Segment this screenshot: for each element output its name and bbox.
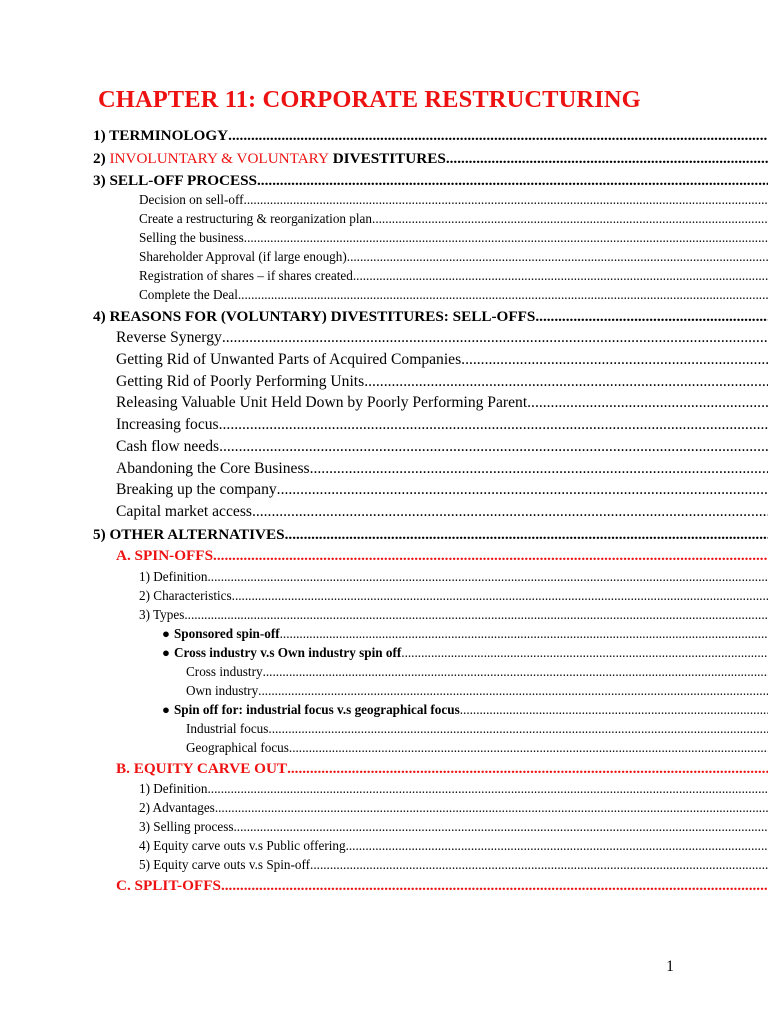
leader-dots [527,394,768,412]
toc-entry-label: Cross industry [186,664,263,679]
toc-subentry[interactable] [116,394,768,412]
toc-subentry[interactable] [139,607,768,623]
leader-dots [280,626,768,642]
toc-entry-label: Shareholder Approval (if large enough) [139,249,347,264]
toc-entry-text: Spin off for: industrial focus v.s geographical focus [173,702,460,717]
toc-entry-label: 1) Definition [139,781,208,796]
toc-entry-label: Increasing focus [116,416,219,433]
toc-subentry[interactable] [139,819,768,835]
leader-dots [277,481,768,499]
leader-dots [257,172,768,190]
toc-entry-text: Cross industry v.s Own industry spin off [173,645,402,660]
leader-dots [535,308,768,326]
toc-subentry-bullet[interactable] [162,702,768,718]
toc-entry-number: 2) [93,150,110,167]
toc-subentry[interactable] [116,329,768,347]
toc-entry-label: Getting Rid of Poorly Performing Units [116,373,365,390]
toc-subentry[interactable] [116,503,768,521]
leader-dots [446,150,768,168]
toc-subentry[interactable] [139,781,768,797]
toc-entry-label: 2) Advantages [139,800,215,815]
leader-dots [310,857,768,873]
toc-entry-label: Geographical focus [186,740,289,755]
leader-dots [232,588,768,604]
toc-subentry[interactable] [186,740,768,756]
toc-entry-label: Selling the business [139,230,244,245]
toc-entry-label: 5) Equity carve outs v.s Spin-off [139,857,311,872]
toc-entry-terminology[interactable] [93,127,768,145]
toc-subentry[interactable] [116,351,768,369]
toc-entry-label: Registration of shares – if shares created [139,268,353,283]
toc-entry-label: Abandoning the Core Business [116,460,310,477]
leader-dots [461,351,768,369]
toc-subentry[interactable] [139,268,768,284]
leader-dots [258,683,768,699]
toc-entry-label: Getting Rid of Unwanted Parts of Acquired Companies [116,351,462,368]
toc-subentry[interactable] [186,664,768,680]
bullet-icon: ● [162,645,170,660]
toc-entry-label: 3) Types [139,607,185,622]
leader-dots [353,268,768,284]
toc-subentry-bullet[interactable] [162,645,768,661]
toc-entry-divestitures[interactable] [93,150,768,168]
toc-subentry[interactable] [116,416,768,434]
toc-entry-highlight: INVOLUNTARY & VOLUNTARY [109,150,329,167]
toc-entry-label [162,645,401,661]
leader-dots [285,526,768,544]
leader-dots [221,877,768,895]
toc-subentry[interactable] [186,683,768,699]
toc-entry-spin-offs[interactable] [116,547,768,565]
toc-entry-label: Breaking up the company [116,481,277,498]
leader-dots [460,702,768,718]
toc-subentry[interactable] [139,569,768,585]
bullet-icon: ● [162,702,170,717]
toc-entry-label: Capital market access [116,503,252,520]
leader-dots [263,664,768,680]
toc-entry-label [162,702,460,718]
bullet-icon: ● [162,626,170,641]
chapter-title: CHAPTER 11: CORPORATE RESTRUCTURING [98,86,641,113]
toc-entry-label [162,626,280,642]
leader-dots [208,569,768,585]
toc-entry-label: 3) SELL-OFF PROCESS [93,172,257,189]
toc-entry-sell-off-process[interactable] [93,172,768,190]
toc-entry-label: 2) Characteristics [139,588,232,603]
leader-dots [222,329,768,347]
toc-entry-equity-carve-out[interactable] [116,760,768,778]
toc-entry-label: C. SPLIT-OFFS [116,877,221,894]
toc-entry-rest: DIVESTITURES [328,150,446,167]
toc-entry-label: A. SPIN-OFFS [116,547,214,564]
toc-subentry[interactable] [139,230,768,246]
leader-dots [364,373,768,391]
toc-subentry[interactable] [139,588,768,604]
leader-dots [372,211,768,227]
leader-dots [401,645,768,661]
leader-dots [289,740,768,756]
toc-entry-label: Own industry [186,683,259,698]
leader-dots [244,230,768,246]
toc-entry-label: Create a restructuring & reorganization plan [139,211,373,226]
toc-entry-label: Complete the Deal [139,287,238,302]
toc-subentry[interactable] [186,721,768,737]
leader-dots [213,547,768,565]
leader-dots [346,838,768,854]
toc-subentry[interactable] [116,460,768,478]
toc-entry-label: B. EQUITY CARVE OUT [116,760,288,777]
leader-dots [252,503,768,521]
leader-dots [287,760,768,778]
toc-entry-reasons[interactable] [93,308,768,326]
leader-dots [234,819,768,835]
leader-dots [268,721,768,737]
toc-subentry[interactable] [139,857,768,873]
toc-entry-label: 1) Definition [139,569,208,584]
toc-entry-label: 4) REASONS FOR (VOLUNTARY) DIVESTITURES: SELL-OFFS [93,308,536,325]
leader-dots [244,192,768,208]
toc-subentry[interactable] [139,211,768,227]
toc-subentry-bullet[interactable] [162,626,768,642]
toc-entry-label: 4) Equity carve outs v.s Public offering [139,838,346,853]
toc-subentry[interactable] [139,800,768,816]
leader-dots [228,127,768,145]
toc-subentry[interactable] [116,438,768,456]
toc-entry-split-offs[interactable] [116,877,768,895]
toc-entry-label: Cash flow needs [116,438,220,455]
toc-subentry[interactable] [116,481,768,499]
leader-dots [219,416,768,434]
toc-entry-label: Reverse Synergy [116,329,222,346]
leader-dots [184,607,768,623]
leader-dots [215,800,768,816]
toc-entry-label: Industrial focus [186,721,269,736]
toc-entry-other-alternatives[interactable] [93,526,768,544]
toc-subentry[interactable] [139,838,768,854]
leader-dots [208,781,768,797]
leader-dots [238,287,768,303]
toc-entry-text: Sponsored spin-off [173,626,280,641]
toc-subentry[interactable] [139,192,768,208]
toc-subentry[interactable] [139,287,768,303]
toc-entry-label [93,150,446,168]
toc-subentry[interactable] [139,249,768,265]
toc-entry-label: 1) TERMINOLOGY [93,127,229,144]
toc-entry-label: 5) OTHER ALTERNATIVES [93,526,285,543]
toc-entry-label: 3) Selling process [139,819,234,834]
toc-subentry[interactable] [116,373,768,391]
toc-entry-label: Releasing Valuable Unit Held Down by Poorly Performing Parent [116,394,528,411]
leader-dots [219,438,768,456]
leader-dots [310,460,768,478]
leader-dots [347,249,768,265]
page-number: 1 [666,958,674,975]
toc-entry-label: Decision on sell-off [139,192,244,207]
